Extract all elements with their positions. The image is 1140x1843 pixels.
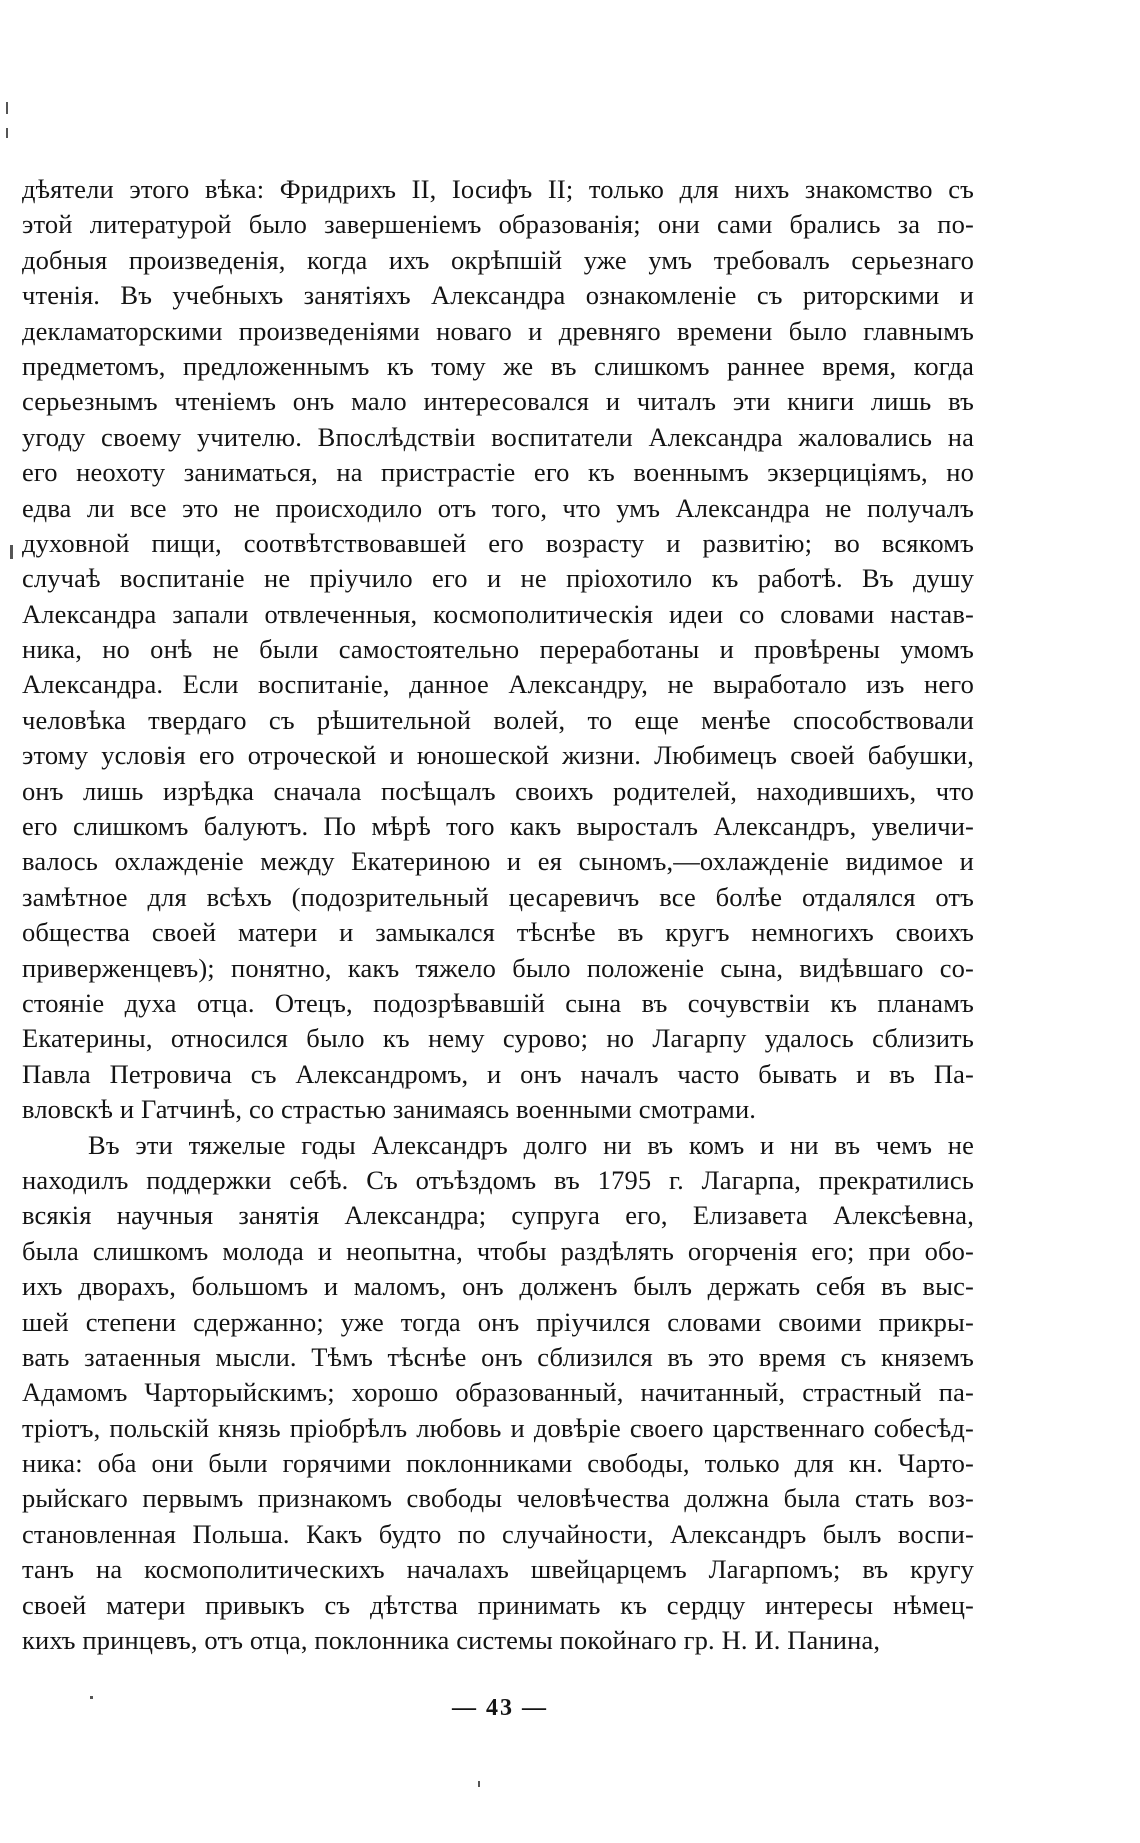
body-text	[22, 172, 974, 1658]
text-line: тріотъ, польскій князь пріобрѣлъ любовь и довѣріе своего царственнаго собесѣд-	[22, 1412, 974, 1443]
text-line: случаѣ воспитаніе не пріучило его и не пріохотило къ работѣ. Въ душу	[22, 563, 974, 594]
text-line: человѣка твердаго съ рѣшительной волей, то еще менѣе способствовали	[22, 704, 974, 735]
text-line: дѣятели этого вѣка: Фридрихъ II, Іосифъ II; только для нихъ знакомство съ	[22, 174, 974, 204]
text-line: Александра запали отвлеченныя, космополитическія идеи со словами настав-	[22, 598, 974, 629]
text-line: Екатерины, относился было къ нему сурово; но Лагарпу удалось сблизить	[22, 1023, 974, 1054]
page-number: — 43 —	[452, 1695, 548, 1721]
text-line: духовной пищи, соотвѣтствовавшей его возрасту и развитію; во всякомъ	[22, 527, 974, 558]
text-line: общества своей матери и замыкался тѣснѣе въ кругъ немногихъ своихъ	[22, 917, 974, 948]
text-line: его слишкомъ балуютъ. По мѣрѣ того какъ выросталъ Александръ, увеличи-	[22, 811, 974, 842]
text-line: была слишкомъ молода и неопытна, чтобы раздѣлять огорченія его; при обо-	[22, 1235, 974, 1266]
text-line: рыйскаго первымъ признакомъ свободы человѣчества должна была стать воз-	[22, 1483, 974, 1514]
text-line: Въ эти тяжелые годы Александръ долго ни въ комъ и ни въ чемъ не	[88, 1129, 974, 1160]
scan-speck	[6, 102, 8, 114]
text-line: приверженцевъ); понятно, какъ тяжело было положеніе сына, видѣвшаго со-	[22, 952, 974, 983]
text-line: стояніе духа отца. Отецъ, подозрѣвавшій сына въ сочувствіи къ планамъ	[22, 987, 974, 1018]
text-line: чтенія. Въ учебныхъ занятіяхъ Александра ознакомленіе съ риторскими и	[22, 280, 974, 311]
text-line: онъ лишь изрѣдка сначала посѣщалъ своихъ родителей, находившихъ, что	[22, 775, 974, 806]
scan-speck	[478, 1781, 480, 1787]
text-line: декламаторскими произведеніями новаго и древняго времени было главнымъ	[22, 315, 974, 346]
text-line: Александра. Если воспитаніе, данное Александру, не выработало изъ него	[22, 669, 974, 700]
text-line: его неохоту заниматься, на пристрастіе его къ военнымъ экзерциціямъ, но	[22, 457, 974, 488]
text-line: кихъ принцевъ, отъ отца, поклонника системы покойнаго гр. Н. И. Панина,	[22, 1625, 881, 1656]
text-line: Павла Петровича съ Александромъ, и онъ началъ часто бывать и въ Па-	[22, 1058, 974, 1089]
text-line: едва ли все это не происходило отъ того, что умъ Александра не получалъ	[22, 492, 974, 523]
text-line: шей степени сдержанно; уже тогда онъ пріучился словами своими прикры-	[22, 1306, 974, 1337]
text-line: становленная Польша. Какъ будто по случайности, Александръ былъ воспи-	[22, 1518, 974, 1549]
text-line: ника: оба они были горячими поклонниками свободы, только для кн. Чарто-	[22, 1448, 974, 1479]
text-line: серьезнымъ чтеніемъ онъ мало интересовался и читалъ эти книги лишь въ	[22, 386, 974, 417]
text-line: всякія научныя занятія Александра; супруга его, Елизавета Алексѣевна,	[22, 1200, 974, 1231]
text-line: ника, но онѣ не были самостоятельно переработаны и провѣрены умомъ	[22, 634, 974, 665]
scan-speck	[6, 128, 8, 138]
text-line: Адамомъ Чарторыйскимъ; хорошо образованный, начитанный, страстный па-	[22, 1377, 974, 1408]
paragraph	[22, 1128, 974, 1659]
text-line: предметомъ, предложеннымъ къ тому же въ слишкомъ раннее время, когда	[22, 350, 974, 381]
text-line: находилъ поддержки себѣ. Съ отъѣздомъ въ 1795 г. Лагарпа, прекратились	[22, 1164, 974, 1195]
scan-speck	[90, 1696, 93, 1699]
paragraph	[22, 172, 974, 1128]
text-line: своей матери привыкъ съ дѣтства принимать къ сердцу интересы нѣмец-	[22, 1589, 974, 1620]
text-line: ихъ дворахъ, большомъ и маломъ, онъ долженъ былъ держать себя въ выс-	[22, 1271, 974, 1302]
text-line: вловскѣ и Гатчинѣ, со страстью занимаясь военными смотрами.	[22, 1094, 757, 1125]
text-line: угоду своему учителю. Впослѣдствіи воспитатели Александра жаловались на	[22, 421, 974, 452]
text-line: добныя произведенія, когда ихъ окрѣпшій уже умъ требовалъ серьезнаго	[22, 244, 974, 275]
text-line: этой литературой было завершеніемъ образованія; они сами брались за по-	[22, 209, 974, 240]
text-line: замѣтное для всѣхъ (подозрительный цесаревичъ все болѣе отдалялся отъ	[22, 881, 974, 912]
text-line: этому условія его отроческой и юношеской жизни. Любимецъ своей бабушки,	[22, 740, 974, 771]
text-line: валось охлажденіе между Екатериною и ея сыномъ,—охлажденіе видимое и	[22, 846, 974, 877]
text-line: вать затаенныя мысли. Тѣмъ тѣснѣе онъ сблизился въ это время съ княземъ	[22, 1341, 974, 1372]
scan-speck	[10, 545, 13, 559]
text-line: танъ на космополитическихъ началахъ швейцарцемъ Лагарпомъ; въ кругу	[22, 1554, 974, 1585]
